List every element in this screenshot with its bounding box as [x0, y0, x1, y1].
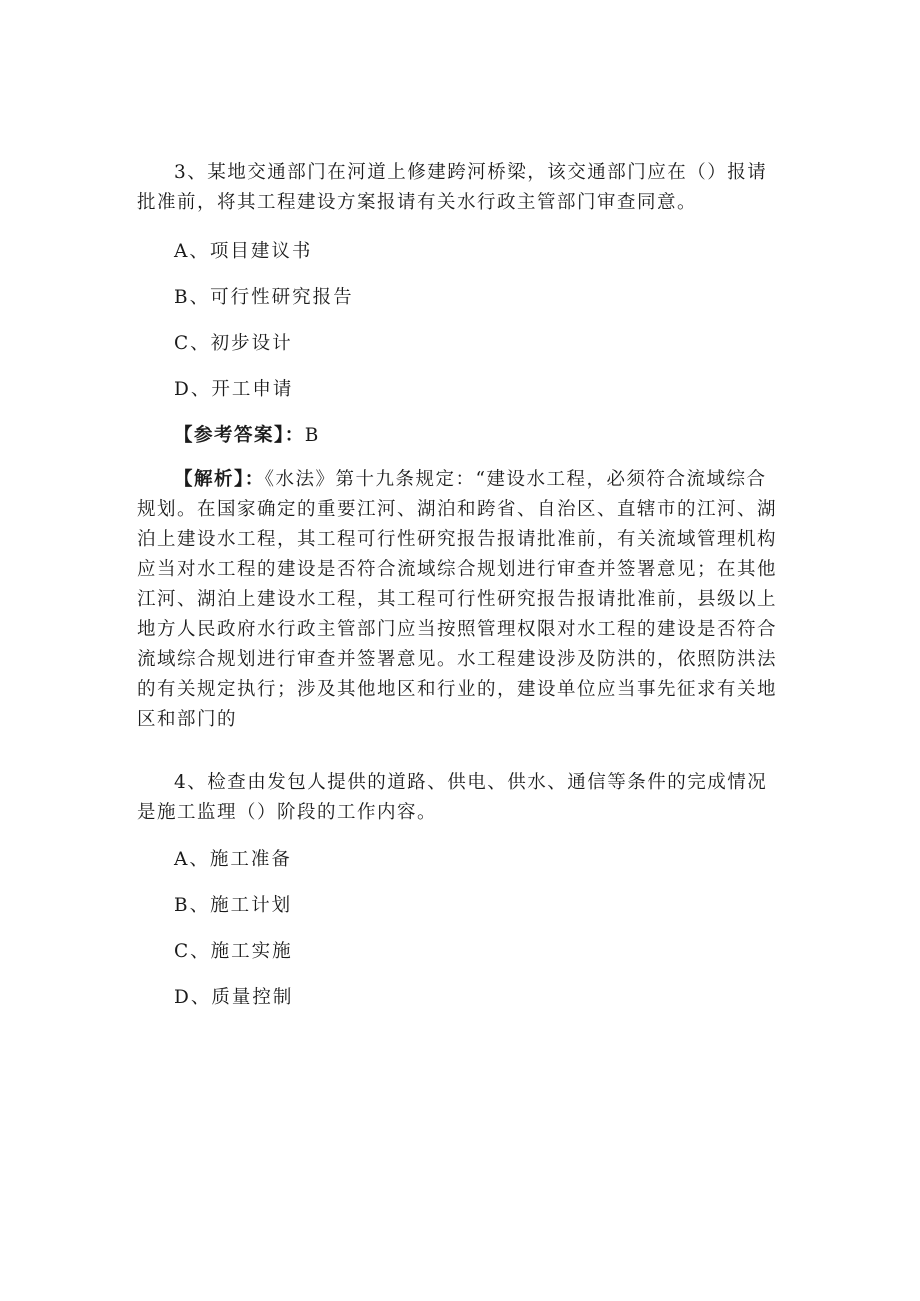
question-4-option-c: C、施工实施	[174, 941, 293, 962]
question-4-option-a: A、施工准备	[174, 849, 292, 870]
question-3-option-a: A、项目建议书	[174, 241, 313, 262]
question-4-option-b: B、施工计划	[174, 895, 293, 916]
answer-label: 【参考答案】：	[174, 425, 305, 446]
question-3-option-d: D、开工申请	[174, 379, 294, 400]
analysis-text: 《水法》第十九条规定：“建设水工程，必须符合流域综合规划。在国家确定的重要江河、湖泊和跨省、自治区、直辖市的江河、湖泊上建设水工程，其工程可行性研究报告报请批准前，有关流域管理机构应当对水工程的建设是否符合流域综合规划进行审查并签署意见；在其他江河、湖泊上建设水工程，其工程可行性研究报告报请批准前，县级以上地方人民政府水行政主管部门应当按照管理权限对水工程的建设是否符合流域综合规划进行审查并签署意见。水工程建设涉及防洪的，依照防洪法的有关规定执行；涉及其他地区和行业的，建设单位应当事先征求有关地区和部门的	[137, 469, 778, 730]
question-4-stem: 4、检查由发包人提供的道路、供电、供水、通信等条件的完成情况是施工监理（）阶段的工作内容。	[137, 772, 768, 823]
question-3-option-c: C、初步设计	[174, 333, 293, 354]
question-3-option-b: B、可行性研究报告	[174, 287, 354, 308]
question-3-analysis	[137, 465, 781, 735]
analysis-label: 【解析】：	[174, 469, 265, 490]
question-4-option-d: D、质量控制	[174, 987, 294, 1008]
answer-value: B	[304, 425, 320, 446]
question-3-stem: 3、某地交通部门在河道上修建跨河桥梁，该交通部门应在（）报请批准前，将其工程建设方案报请有关水行政主管部门审查同意。	[137, 162, 768, 213]
question-3-answer	[174, 421, 320, 451]
